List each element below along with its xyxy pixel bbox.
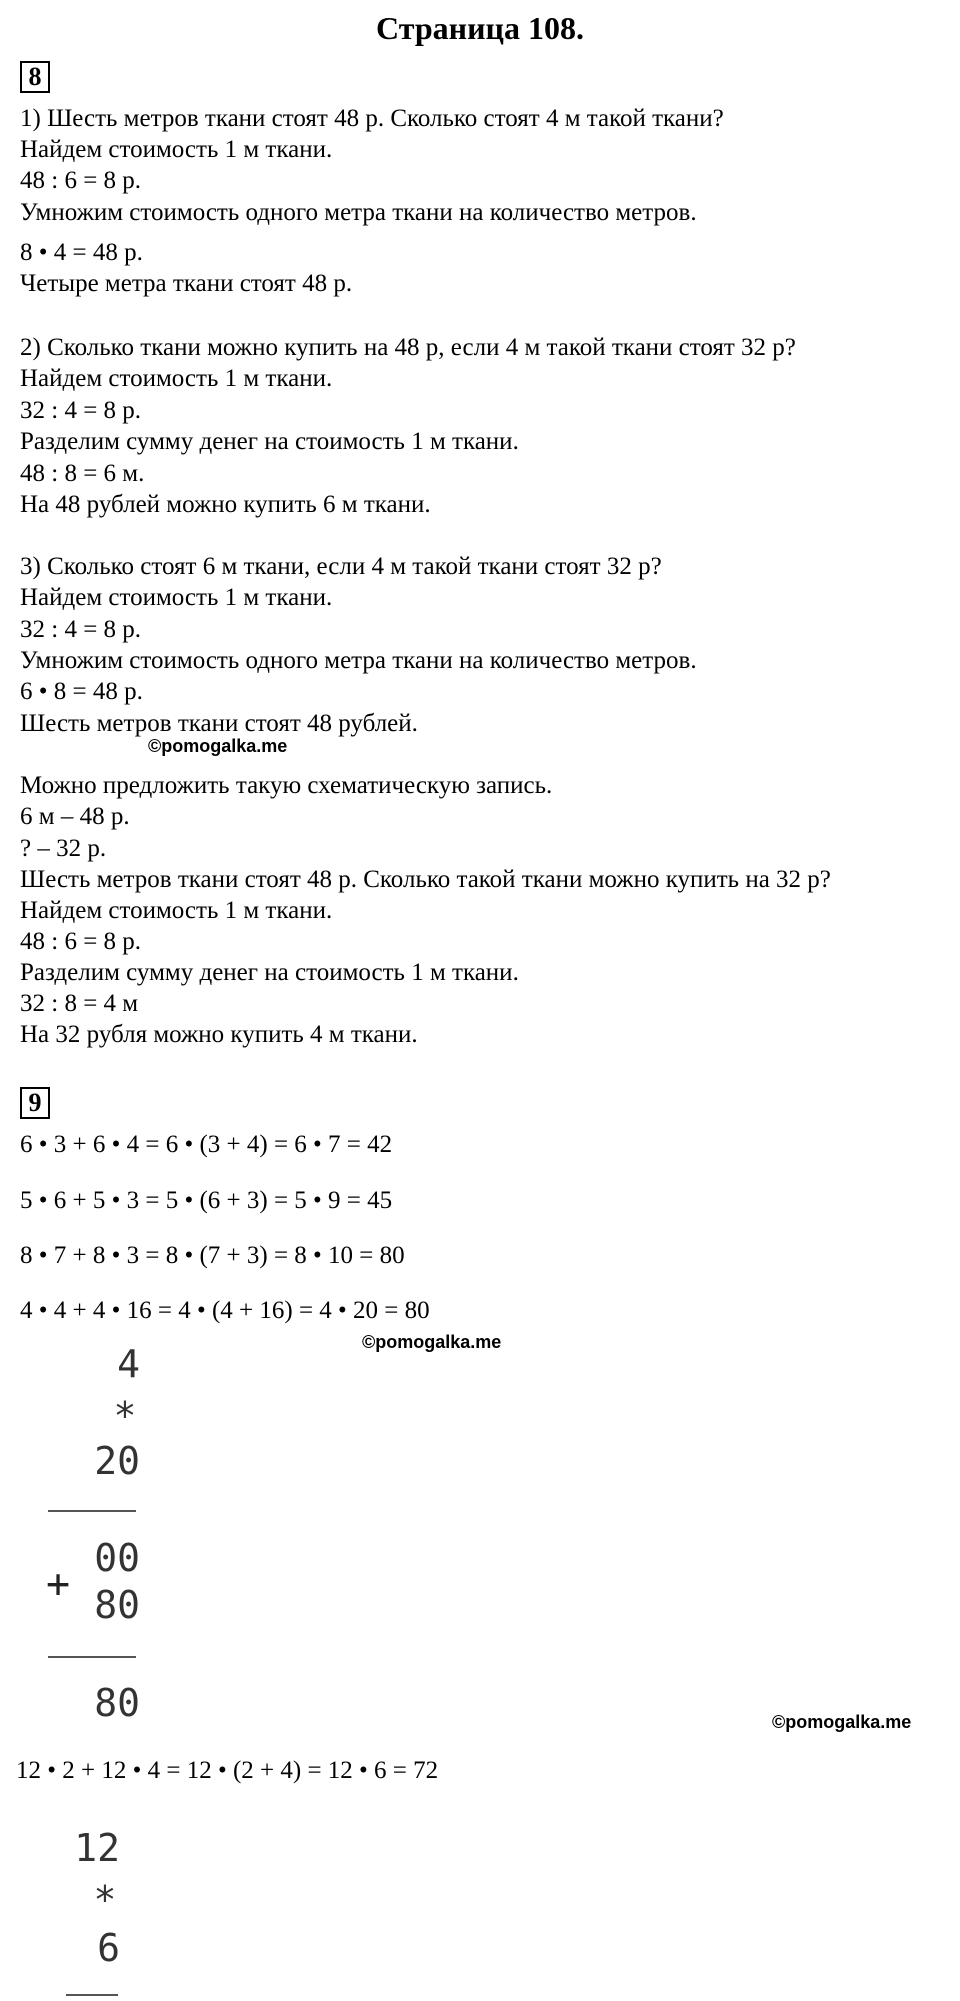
text-line: 6 • 8 = 48 р. (20, 678, 143, 705)
text-line: 1) Шесть метров ткани стоят 48 р. Сколько стоят 4 м такой ткани? (20, 105, 724, 132)
task-number-9: 9 (20, 1087, 50, 1119)
calc-partial-product: 00 (94, 1536, 140, 1580)
calc-multiplier: 6 (97, 1926, 120, 1970)
calc-multiplier: 20 (94, 1439, 140, 1483)
watermark: ©pomogalka.me (362, 1332, 502, 1352)
text-line: Умножим стоимость одного метра ткани на количество метров. (20, 199, 697, 226)
calc-divider (66, 1994, 118, 1996)
text-line: 8 • 4 = 48 р. (20, 239, 143, 266)
calc-divider (48, 1656, 136, 1658)
page-title: Страница 108. (376, 10, 584, 46)
watermark: ©pomogalka.me (148, 736, 288, 756)
text-line: На 32 рубля можно купить 4 м ткани. (20, 1021, 418, 1048)
calc-multiplicand: 4 (117, 1342, 140, 1386)
text-line: Четыре метра ткани стоят 48 р. (20, 270, 353, 297)
text-line: 12 • 2 + 12 • 4 = 12 • (2 + 4) = 12 • 6 = 72 (16, 1757, 439, 1784)
text-line: Найдем стоимость 1 м ткани. (20, 584, 333, 611)
text-line: 6 • 3 + 6 • 4 = 6 • (3 + 4) = 6 • 7 = 42 (20, 1131, 393, 1158)
text-line: 2) Сколько ткани можно купить на 48 р, если 4 м такой ткани стоят 32 р? (20, 334, 796, 361)
text-line: Умножим стоимость одного метра ткани на количество метров. (20, 647, 697, 674)
text-line: Найдем стоимость 1 м ткани. (20, 365, 333, 392)
text-line: 5 • 6 + 5 • 3 = 5 • (6 + 3) = 5 • 9 = 45 (20, 1187, 393, 1214)
calc-multiplicand: 12 (74, 1826, 120, 1870)
calc-operator: * (93, 1878, 117, 1922)
text-line: Шесть метров ткани стоят 48 р. Сколько такой ткани можно купить на 32 р? (20, 866, 831, 893)
text-line: Найдем стоимость 1 м ткани. (20, 897, 333, 924)
text-line: 48 : 8 = 6 м. (20, 460, 145, 487)
text-line: 32 : 4 = 8 р. (20, 616, 142, 643)
text-line: Найдем стоимость 1 м ткани. (20, 136, 333, 163)
calc-operator: * (113, 1394, 137, 1438)
text-line: Разделим сумму денег на стоимость 1 м ткани. (20, 428, 519, 455)
text-line: 48 : 6 = 8 р. (20, 167, 142, 194)
text-line: ? – 32 р. (20, 835, 107, 862)
text-line: 48 : 6 = 8 р. (20, 928, 142, 955)
text-line: 3) Сколько стоят 6 м ткани, если 4 м такой ткани стоят 32 р? (20, 553, 662, 580)
text-line: Можно предложить такую схематическую запись. (20, 772, 553, 799)
watermark: ©pomogalka.me (772, 1712, 912, 1732)
text-line: На 48 рублей можно купить 6 м ткани. (20, 491, 431, 518)
text-line: Шесть метров ткани стоят 48 рублей. (20, 710, 418, 737)
text-line: 8 • 7 + 8 • 3 = 8 • (7 + 3) = 8 • 10 = 80 (20, 1242, 405, 1269)
calc-result: 80 (94, 1681, 140, 1725)
text-line: 4 • 4 + 4 • 16 = 4 • (4 + 16) = 4 • 20 = 80 (20, 1297, 430, 1324)
text-line: 32 : 4 = 8 р. (20, 397, 142, 424)
calc-plus: + (46, 1561, 71, 1607)
calc-partial-product: 80 (94, 1583, 140, 1627)
text-line: Разделим сумму денег на стоимость 1 м ткани. (20, 959, 519, 986)
calc-divider (48, 1510, 136, 1512)
text-line: 6 м – 48 р. (20, 803, 130, 830)
task-number-8: 8 (20, 61, 50, 93)
text-line: 32 : 8 = 4 м (20, 990, 139, 1017)
